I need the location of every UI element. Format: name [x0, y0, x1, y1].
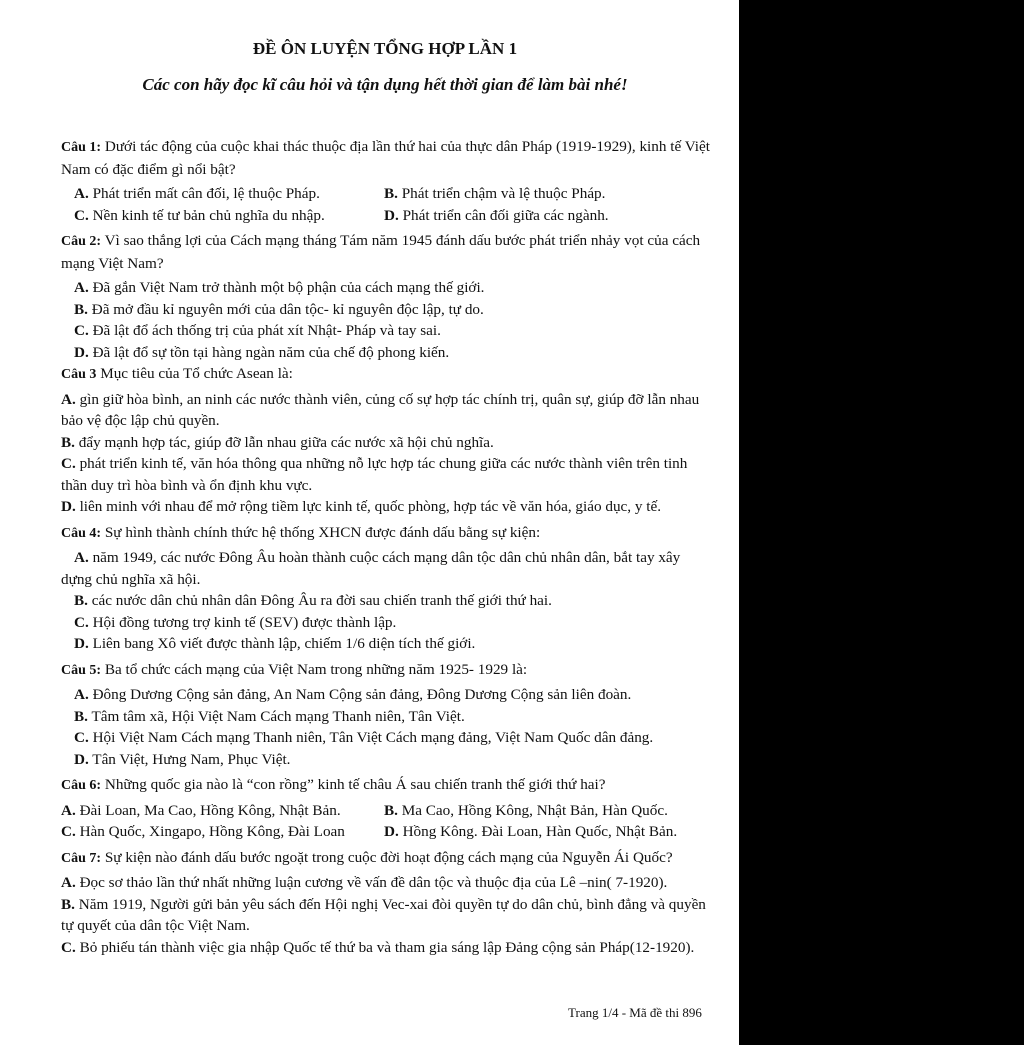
- answer-option-a: [74, 183, 384, 205]
- option-text: Phát triển chậm và lệ thuộc Pháp.: [397, 185, 606, 202]
- question-text: Ba tổ chức cách mạng của Việt Nam trong những năm 1925- 1929 là:: [101, 660, 528, 678]
- question-label: Câu 2:: [61, 234, 102, 249]
- question-text: Những quốc gia nào là “con rồng” kinh tế châu Á sau chiến tranh thế giới thứ hai?: [101, 776, 606, 793]
- option-key: A.: [74, 279, 89, 296]
- option-key: A.: [74, 549, 89, 566]
- option-key: C.: [74, 613, 89, 631]
- option-key: C.: [74, 206, 89, 224]
- option-text: Tân Việt, Hưng Nam, Phục Việt.: [88, 750, 291, 768]
- option-text: Đông Dương Cộng sản đảng, An Nam Cộng sản đảng, Đông Dương Cộng sản liên đoàn.: [88, 686, 632, 703]
- answer-option-a: [74, 277, 711, 299]
- answer-option-c: [74, 727, 711, 749]
- question-7: [61, 847, 711, 870]
- option-text: Hội Việt Nam Cách mạng Thanh niên, Tân Việt Cách mạng đảng, Việt Nam Quốc dân đảng.: [88, 729, 654, 746]
- question-text: Sự hình thành chính thức hệ thống XHCN được đánh dấu bằng sự kiện:: [101, 523, 541, 541]
- option-key: A.: [61, 390, 76, 408]
- option-text: Nền kinh tế tư bản chủ nghĩa du nhập.: [88, 206, 325, 224]
- option-text: đẩy mạnh hợp tác, giúp đỡ lẫn nhau giữa các nước xã hội chủ nghĩa.: [74, 433, 494, 451]
- option-text: Hàn Quốc, Xingapo, Hồng Kông, Đài Loan: [75, 823, 345, 840]
- answer-option-d: [61, 496, 711, 518]
- question-label: Câu 7:: [61, 850, 102, 866]
- option-text: các nước dân chủ nhân dân Đông Âu ra đời sau chiến tranh thế giới thứ hai.: [87, 592, 552, 609]
- option-text: Đã lật đổ ách thống trị của phát xít Nhật- Pháp và tay sai.: [88, 322, 441, 339]
- option-key: D.: [74, 635, 89, 652]
- answer-row: [61, 821, 711, 843]
- option-key: C.: [61, 823, 76, 840]
- question-label: Câu 1:: [61, 140, 102, 155]
- option-key: A.: [74, 686, 89, 703]
- option-text: Năm 1919, Người gửi bản yêu sách đến Hội nghị Vec-xai đòi quyền tự do dân chủ, bình đẳng và quyền tự quyết của dân tộc Việt Nam.: [61, 895, 706, 934]
- exam-instruction: Các con hãy đọc kĩ câu hỏi và tận dụng hết thời gian để làm bài nhé!: [142, 75, 628, 94]
- answer-option-b: [384, 800, 707, 822]
- answer-option-a: [74, 684, 711, 706]
- question-2: [61, 230, 711, 274]
- option-key: D.: [384, 206, 399, 224]
- question-label: Câu 4:: [61, 525, 102, 541]
- option-text: gìn giữ hòa bình, an ninh các nước thành viên, củng cố sự hợp tác chính trị, quân sự, giúp đỡ lẫn nhau bảo vệ độc lập chủ quyền.: [61, 390, 700, 429]
- question-list: [61, 136, 711, 958]
- answer-option-d: [74, 342, 711, 364]
- question-6: [61, 774, 711, 797]
- option-key: C.: [74, 322, 89, 339]
- question-text: Dưới tác động của cuộc khai thác thuộc địa lần thứ hai của thực dân Pháp (1919-1929), kinh tế Việt Nam có đặc điểm gì nổi bật?: [61, 138, 710, 178]
- question-text: Mục tiêu của Tổ chức Asean là:: [96, 365, 293, 382]
- answer-option-d: [74, 633, 711, 655]
- question-label: Câu 5:: [61, 662, 102, 678]
- option-key: B.: [384, 801, 398, 819]
- question-3: [61, 363, 711, 386]
- answer-option-b: [61, 432, 711, 454]
- answer-option-c: [74, 205, 384, 227]
- question-text: Vì sao thắng lợi của Cách mạng tháng Tám năm 1945 đánh dấu bước phát triển nhảy vọt của cách mạng Việt Nam?: [61, 232, 701, 272]
- option-text: Đã gắn Việt Nam trở thành một bộ phận của cách mạng thế giới.: [88, 279, 485, 296]
- option-text: Bỏ phiếu tán thành việc gia nhập Quốc tế thứ ba và tham gia sáng lập Đảng cộng sản Pháp(12-1920).: [75, 938, 695, 956]
- answer-option-c: [61, 821, 384, 843]
- option-key: D.: [74, 750, 89, 768]
- answer-option-b: [61, 894, 711, 937]
- answer-row: [74, 205, 711, 227]
- answer-option-a: [61, 389, 711, 432]
- option-text: Đã lật đổ sự tồn tại hàng ngàn năm của chế độ phong kiến.: [88, 343, 450, 361]
- question-5: [61, 659, 711, 682]
- option-key: B.: [61, 895, 75, 913]
- option-text: Phát triển mất cân đối, lệ thuộc Pháp.: [88, 185, 320, 202]
- option-text: liên minh với nhau để mở rộng tiềm lực kinh tế, quốc phòng, hợp tác về văn hóa, giáo dục, y tế.: [75, 498, 662, 515]
- answer-option-b: [74, 706, 711, 728]
- question-1: [61, 136, 711, 180]
- answer-option-c: [74, 612, 711, 634]
- answer-option-c: [74, 320, 711, 342]
- option-text: Liên bang Xô viết được thành lập, chiếm 1/6 diện tích thế giới.: [88, 635, 476, 652]
- question-label: Câu 3: [61, 367, 97, 382]
- option-key: D.: [384, 823, 399, 840]
- option-key: A.: [61, 874, 76, 891]
- option-key: A.: [61, 801, 76, 819]
- answer-option-d: [384, 821, 707, 843]
- option-key: B.: [61, 433, 75, 451]
- answer-option-b: [74, 299, 711, 321]
- option-key: D.: [61, 498, 76, 515]
- answer-option-a: [61, 872, 711, 894]
- option-text: Đọc sơ thảo lần thứ nhất những luận cương về vấn đề dân tộc và thuộc địa của Lê –nin( 7-1920).: [75, 874, 668, 891]
- option-text: Đã mở đầu kỉ nguyên mới của dân tộc- kỉ nguyên độc lập, tự do.: [87, 300, 484, 318]
- option-text: Ma Cao, Hồng Kông, Nhật Bản, Hàn Quốc.: [397, 801, 668, 819]
- option-text: Hồng Kông. Đài Loan, Hàn Quốc, Nhật Bản.: [398, 823, 678, 840]
- option-text: năm 1949, các nước Đông Âu hoàn thành cuộc cách mạng dân tộc dân chủ nhân dân, bắt tay xây dựng chủ nghĩa xã hội.: [61, 549, 681, 588]
- answer-option-c: [61, 453, 711, 496]
- question-4: [61, 522, 711, 545]
- option-key: B.: [74, 707, 88, 725]
- answer-option-d: [74, 749, 711, 771]
- answer-option-c: [61, 937, 711, 959]
- answer-option-b: [384, 183, 694, 205]
- option-text: phát triển kinh tế, văn hóa thông qua những nỗ lực hợp tác chung giữa các nước thành viên trên tinh thần duy trì hòa bình và ổn định khu vực.: [61, 455, 688, 494]
- option-text: Tâm tâm xã, Hội Việt Nam Cách mạng Thanh niên, Tân Việt.: [87, 707, 465, 725]
- option-text: Phát triển cân đối giữa các ngành.: [398, 206, 609, 224]
- option-key: D.: [74, 343, 89, 361]
- option-key: B.: [384, 185, 398, 202]
- option-key: C.: [74, 729, 89, 746]
- option-key: B.: [74, 300, 88, 318]
- page-footer: Trang 1/4 - Mã đề thi 896: [568, 1005, 702, 1020]
- answer-row: [61, 800, 711, 822]
- black-margin: [739, 0, 1024, 1045]
- question-text: Sự kiện nào đánh dấu bước ngoặt trong cuộc đời hoạt động cách mạng của Nguyễn Ái Quốc?: [101, 848, 673, 866]
- option-text: Hội đồng tương trợ kinh tế (SEV) được thành lập.: [88, 613, 397, 631]
- option-key: C.: [61, 938, 76, 956]
- option-key: A.: [74, 185, 89, 202]
- option-key: B.: [74, 592, 88, 609]
- answer-option-a: [61, 800, 384, 822]
- question-label: Câu 6:: [61, 778, 102, 793]
- answer-row: [74, 183, 711, 205]
- answer-option-b: [74, 590, 711, 612]
- exam-title: ĐỀ ÔN LUYỆN TỔNG HỢP LẦN 1: [252, 39, 518, 58]
- answer-option-a: [61, 547, 711, 590]
- option-text: Đài Loan, Ma Cao, Hồng Kông, Nhật Bản.: [75, 801, 341, 819]
- option-key: C.: [61, 455, 76, 472]
- answer-option-d: [384, 205, 694, 227]
